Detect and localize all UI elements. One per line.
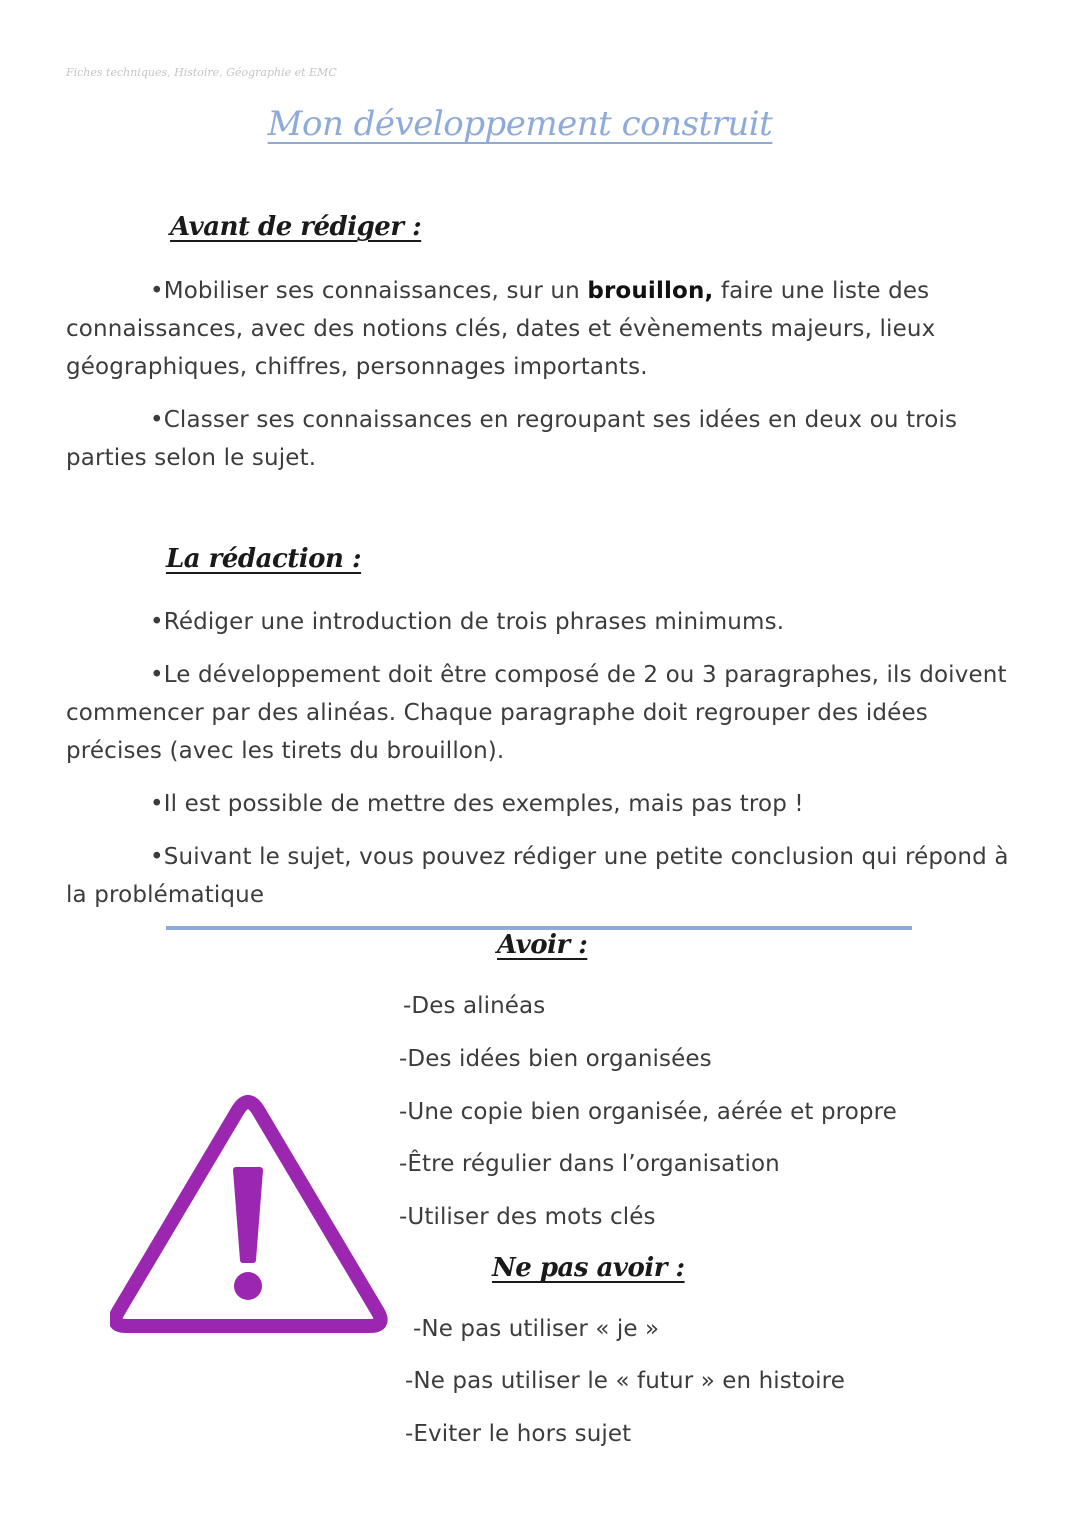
header-note: Fiches techniques, Histoire, Géographie et EMC (66, 66, 337, 79)
heading-avant-de-rediger: Avant de rédiger : (170, 212, 422, 242)
paragraph-exemples: •Il est possible de mettre des exemples, mais pas trop ! (150, 791, 804, 817)
bold-brouillon: brouillon, (587, 278, 714, 304)
list-item: -Utiliser des mots clés (399, 1204, 656, 1230)
list-item: -Une copie bien organisée, aérée et propre (399, 1099, 897, 1125)
list-item: -Des idées bien organisées (399, 1046, 712, 1072)
list-item: -Eviter le hors sujet (405, 1421, 632, 1447)
heading-la-redaction: La rédaction : (166, 544, 362, 574)
heading-avoir: Avoir : (497, 930, 588, 960)
list-item: -Être régulier dans l’organisation (399, 1151, 780, 1177)
list-item: -Ne pas utiliser le « futur » en histoire (405, 1368, 845, 1394)
paragraph-mobiliser: •Mobiliser ses connaissances, sur un brouillon, faire une liste des connaissances, avec des notions clés, dates et évènements majeurs, lieux géographiques, chiffres, personnages importants. (66, 278, 936, 380)
page-title: Mon développement construit (267, 104, 773, 144)
paragraph-introduction: •Rédiger une introduction de trois phrases minimums. (150, 609, 785, 635)
warning-icon (110, 1090, 390, 1344)
heading-ne-pas-avoir: Ne pas avoir : (492, 1253, 685, 1283)
paragraph-conclusion: •Suivant le sujet, vous pouvez rédiger une petite conclusion qui répond à la problématique (66, 844, 1009, 908)
list-item: -Ne pas utiliser « je » (413, 1316, 660, 1342)
paragraph-classer: •Classer ses connaissances en regroupant ses idées en deux ou trois parties selon le sujet. (66, 407, 958, 471)
paragraph-developpement: •Le développement doit être composé de 2 ou 3 paragraphes, ils doivent commencer par des alinéas. Chaque paragraphe doit regrouper des idées précises (avec les tirets du brouillon). (66, 662, 1007, 764)
list-item: -Des alinéas (403, 993, 546, 1019)
